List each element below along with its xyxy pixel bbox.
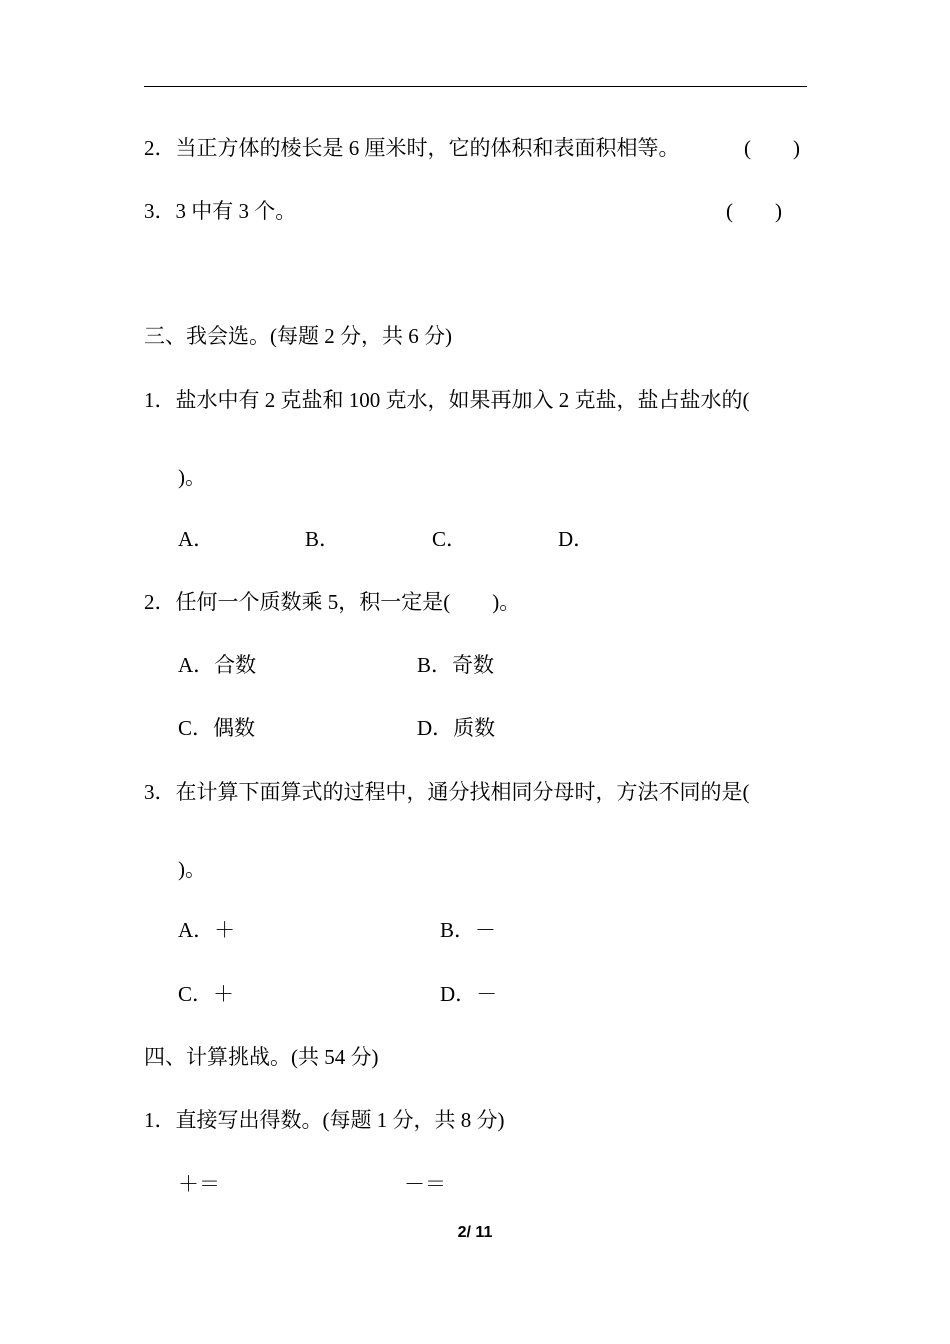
choice-question-1-tail: )。: [178, 465, 206, 489]
q3-option-b[interactable]: B．－: [440, 918, 497, 942]
q2-option-d[interactable]: D．质数: [417, 716, 496, 740]
page-number: 2/ 11: [457, 1224, 493, 1241]
q2-option-c[interactable]: C．偶数: [178, 716, 256, 740]
q3-option-a[interactable]: A．＋: [178, 918, 236, 942]
section-3-heading: 三、我会选。(每题 2 分，共 6 分): [144, 324, 452, 348]
q2-option-b[interactable]: B．奇数: [417, 653, 495, 677]
q2-option-a[interactable]: A．合数: [178, 653, 257, 677]
choice-question-2: 2．任何一个质数乘 5，积一定是( )。: [144, 590, 521, 614]
header-rule: [144, 86, 807, 87]
answer-blank-judge-2[interactable]: ( ): [744, 136, 800, 160]
choice-question-1: 1．盐水中有 2 克盐和 100 克水，如果再加入 2 克盐，盐占盐水的(: [144, 388, 750, 412]
choice-question-3: 3．在计算下面算式的过程中，通分找相同分母时，方法不同的是(: [144, 780, 750, 804]
section-4-heading: 四、计算挑战。(共 54 分): [144, 1045, 379, 1069]
judge-question-2: 2．当正方体的棱长是 6 厘米时，它的体积和表面积相等。: [144, 136, 680, 160]
q1-option-d[interactable]: D．: [558, 527, 595, 551]
calc-question-1: 1．直接写出得数。(每题 1 分，共 8 分): [144, 1108, 505, 1132]
q3-option-c[interactable]: C．＋: [178, 982, 235, 1006]
calc-expression-2: －＝: [404, 1172, 446, 1196]
q1-option-c[interactable]: C．: [432, 527, 468, 551]
q1-option-b[interactable]: B．: [305, 527, 341, 551]
judge-question-3: 3．3 中有 3 个。: [144, 199, 297, 223]
calc-expression-1: ＋＝: [178, 1172, 220, 1196]
choice-question-3-tail: )。: [178, 857, 206, 881]
q1-option-a[interactable]: A．: [178, 527, 215, 551]
q3-option-d[interactable]: D．－: [440, 982, 498, 1006]
answer-blank-judge-3[interactable]: ( ): [726, 199, 782, 223]
